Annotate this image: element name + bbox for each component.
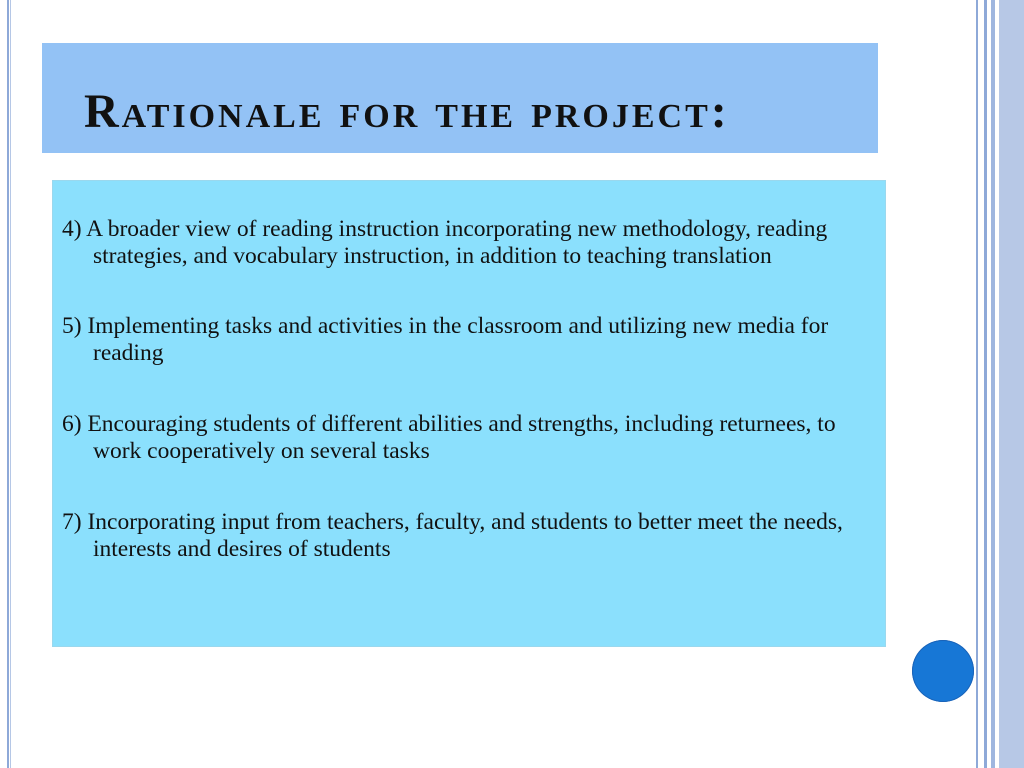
right-decorative-bar	[999, 0, 1024, 768]
left-border-line	[7, 0, 9, 768]
decorative-circle	[912, 640, 974, 702]
right-decorative-bar	[984, 0, 987, 768]
list-item-5: 5) Implementing tasks and activities in the classroom and utilizing new media for reading	[62, 313, 829, 366]
slide-title: Rationale for the project:	[84, 85, 730, 138]
left-border-line-inner	[10, 0, 11, 768]
bullet-list	[62, 216, 878, 607]
right-decorative-bar	[976, 0, 978, 768]
right-decorative-bar	[991, 0, 995, 768]
list-item-4: 4) A broader view of reading instruction incorporating new methodology, reading strategies, and vocabulary instruction, in addition to teaching translation	[62, 216, 828, 269]
list-item-6: 6) Encouraging students of different abilities and strengths, including returnees, to work cooperatively on several tasks	[62, 411, 836, 464]
list-item-7: 7) Incorporating input from teachers, faculty, and students to better meet the needs, interests and desires of students	[62, 509, 843, 562]
